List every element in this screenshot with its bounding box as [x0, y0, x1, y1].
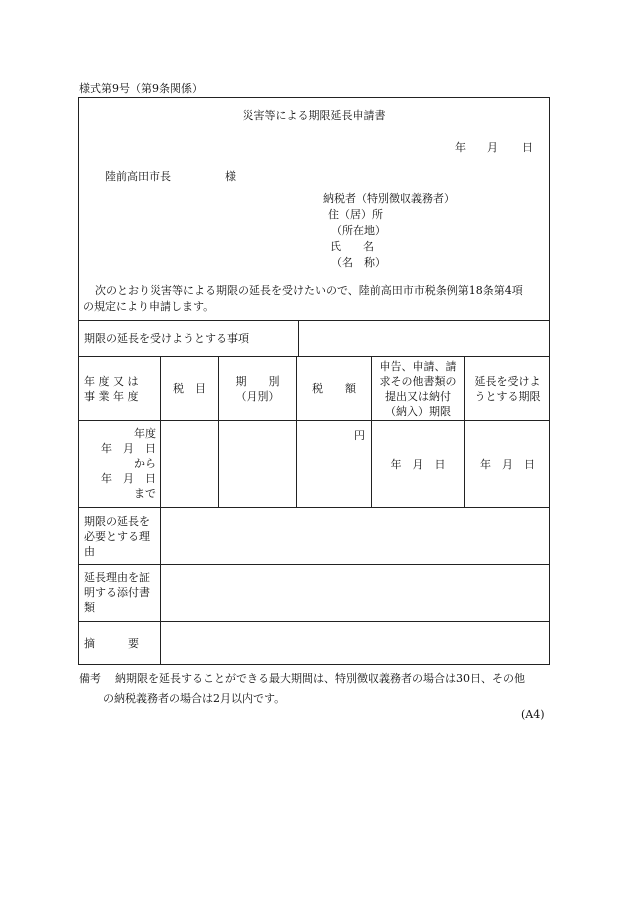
matter-label: 期限の延長を受けようとする事項	[84, 332, 249, 345]
header-tax-item: 税 目	[173, 382, 206, 395]
remarks-label: 摘 要	[84, 637, 139, 650]
table-top-line	[78, 320, 550, 321]
header-period: 期 別 （月別）	[235, 375, 280, 403]
date-month: 月	[487, 141, 498, 154]
form-id: 様式第9号（第9条関係）	[79, 82, 203, 95]
tax-item-field[interactable]	[162, 422, 217, 506]
header-fiscal-year: 年 度 又 は 事 業 年 度	[84, 375, 139, 403]
extended-deadline-field[interactable]: 年 月 日	[480, 458, 535, 471]
filing-deadline-field[interactable]: 年 月 日	[390, 458, 446, 471]
header-top-line	[78, 356, 550, 357]
matter-value-field[interactable]	[300, 322, 548, 354]
header-tax-amount: 税 額	[312, 382, 356, 395]
reason-top-line	[78, 507, 550, 508]
addressee-honorific: 様	[225, 170, 236, 183]
header-bottom-line	[78, 420, 550, 421]
matter-divider	[298, 320, 299, 356]
fiscal-year-range[interactable]: 年度 年 月 日 から 年 月 日 まで	[101, 427, 156, 500]
addressee-name: 陸前高田市長	[105, 170, 171, 183]
applicant-address-label: 住（居）所	[328, 208, 383, 221]
documents-top-line	[78, 564, 550, 565]
form-title: 災害等による期限延長申請書	[242, 109, 386, 122]
reason-label: 期限の延長を 必要とする理 由	[84, 515, 150, 558]
applicant-corp-name-label: （名 称）	[331, 256, 386, 269]
documents-field[interactable]	[162, 566, 548, 620]
remarks-top-line	[78, 621, 550, 622]
header-filing-deadline: 申告、申請、請 求その他書類の 提出又は納付 （納入）期限	[379, 360, 457, 418]
applicant-role: 納税者（特別徴収義務者）	[323, 192, 455, 205]
col-line-1	[160, 356, 161, 665]
date-year: 年	[455, 141, 466, 154]
notes-label: 備考	[79, 672, 101, 685]
reason-field[interactable]	[162, 509, 548, 563]
body-text-line2: の規定により申請します。	[83, 300, 215, 313]
notes-line2: の納税義務者の場合は2月以内です。	[103, 692, 286, 705]
remarks-field[interactable]	[162, 623, 548, 663]
body-text-line1: 次のとおり災害等による期限の延長を受けたいので、陸前高田市市税条例第18条第4項	[95, 284, 523, 297]
paper-size: (A4)	[521, 708, 545, 721]
header-extended-deadline: 延長を受けよ うとする期限	[474, 375, 541, 403]
tax-amount-field[interactable]: 円	[354, 429, 365, 442]
documents-label: 延長理由を証 明する添付書 類	[84, 571, 150, 614]
date-day: 日	[522, 141, 533, 154]
period-field[interactable]	[220, 422, 295, 506]
notes-line1: 納期限を延長することができる最大期間は、特別徴収義務者の場合は30日、その他	[115, 672, 525, 685]
applicant-name-label: 氏 名	[330, 240, 374, 253]
applicant-location-label: （所在地）	[331, 224, 386, 237]
